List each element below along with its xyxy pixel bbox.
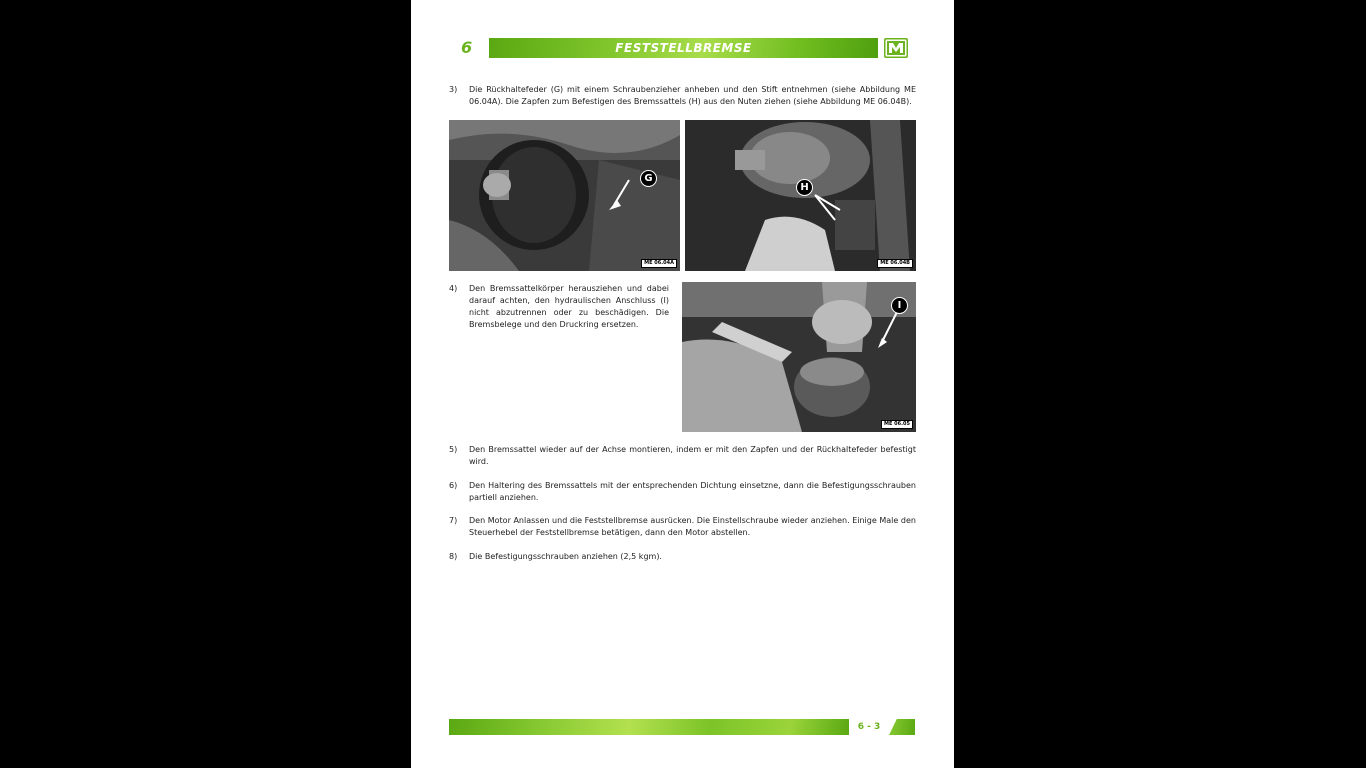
step-number: 7) <box>449 516 458 525</box>
photo-me-06-04b <box>685 120 916 271</box>
step-text: Den Motor Anlassen und die Feststellbremse ausrücken. Die Einstellschraube wieder anziehen. Einige Male den Steuerhebel der Feststellbremse betätigen, dann den Motor abstellen. <box>469 516 916 537</box>
photo-label: ME 06.04A <box>641 259 677 268</box>
photo-me-06-04a <box>449 120 680 271</box>
footer-band <box>449 719 849 735</box>
step-number: 4) <box>449 284 458 293</box>
step-text: Den Bremssattelkörper herausziehen und dabei darauf achten, den hydraulischen Anschluss (I) nicht abzutrennen oder zu beschädigen. Die Bremsbelege und den Druckring ersetzen. <box>469 284 669 329</box>
step-8 <box>449 551 916 565</box>
page-number: 6 - 3 <box>857 722 881 732</box>
photo-label: ME 06.04B <box>877 259 913 268</box>
photo-me-06-05 <box>682 282 916 432</box>
step-3 <box>449 84 916 110</box>
step-7 <box>449 515 916 541</box>
document-page <box>411 0 954 768</box>
step-5 <box>449 444 916 470</box>
step-4 <box>449 283 669 335</box>
step-text: Den Bremssattel wieder auf der Achse montieren, indem er mit den Zapfen und der Rückhaltefeder befestigt wird. <box>469 445 916 466</box>
manufacturer-logo-icon <box>884 38 908 58</box>
step-text: Die Rückhaltefeder (G) mit einem Schraubenzieher anheben und den Stift entnehmen (siehe Abbildung ME 06.04A). Die Zapfen zum Befestigen des Bremssattels (H) aus den Nuten ziehen (siehe Abbildung ME 06.04B). <box>469 85 916 106</box>
step-number: 8) <box>449 552 458 561</box>
step-text: Die Befestigungsschrauben anziehen (2,5 kgm). <box>469 552 662 561</box>
step-text: Den Haltering des Bremssattels mit der entsprechenden Dichtung einsetzne, dann die Befestigungsschrauben partiell anziehen. <box>469 481 916 502</box>
step-6 <box>449 480 916 506</box>
section-title: FESTSTELLBREMSE <box>615 41 752 55</box>
callout-i: I <box>891 297 908 314</box>
step-number: 6) <box>449 481 458 490</box>
step-number: 3) <box>449 85 458 94</box>
callout-g: G <box>640 170 657 187</box>
step-number: 5) <box>449 445 458 454</box>
chapter-number: 6 <box>461 38 473 57</box>
header-band <box>489 38 878 58</box>
footer-accent <box>889 719 915 735</box>
callout-h: H <box>796 179 813 196</box>
photo-label: ME 06.05 <box>881 420 913 429</box>
